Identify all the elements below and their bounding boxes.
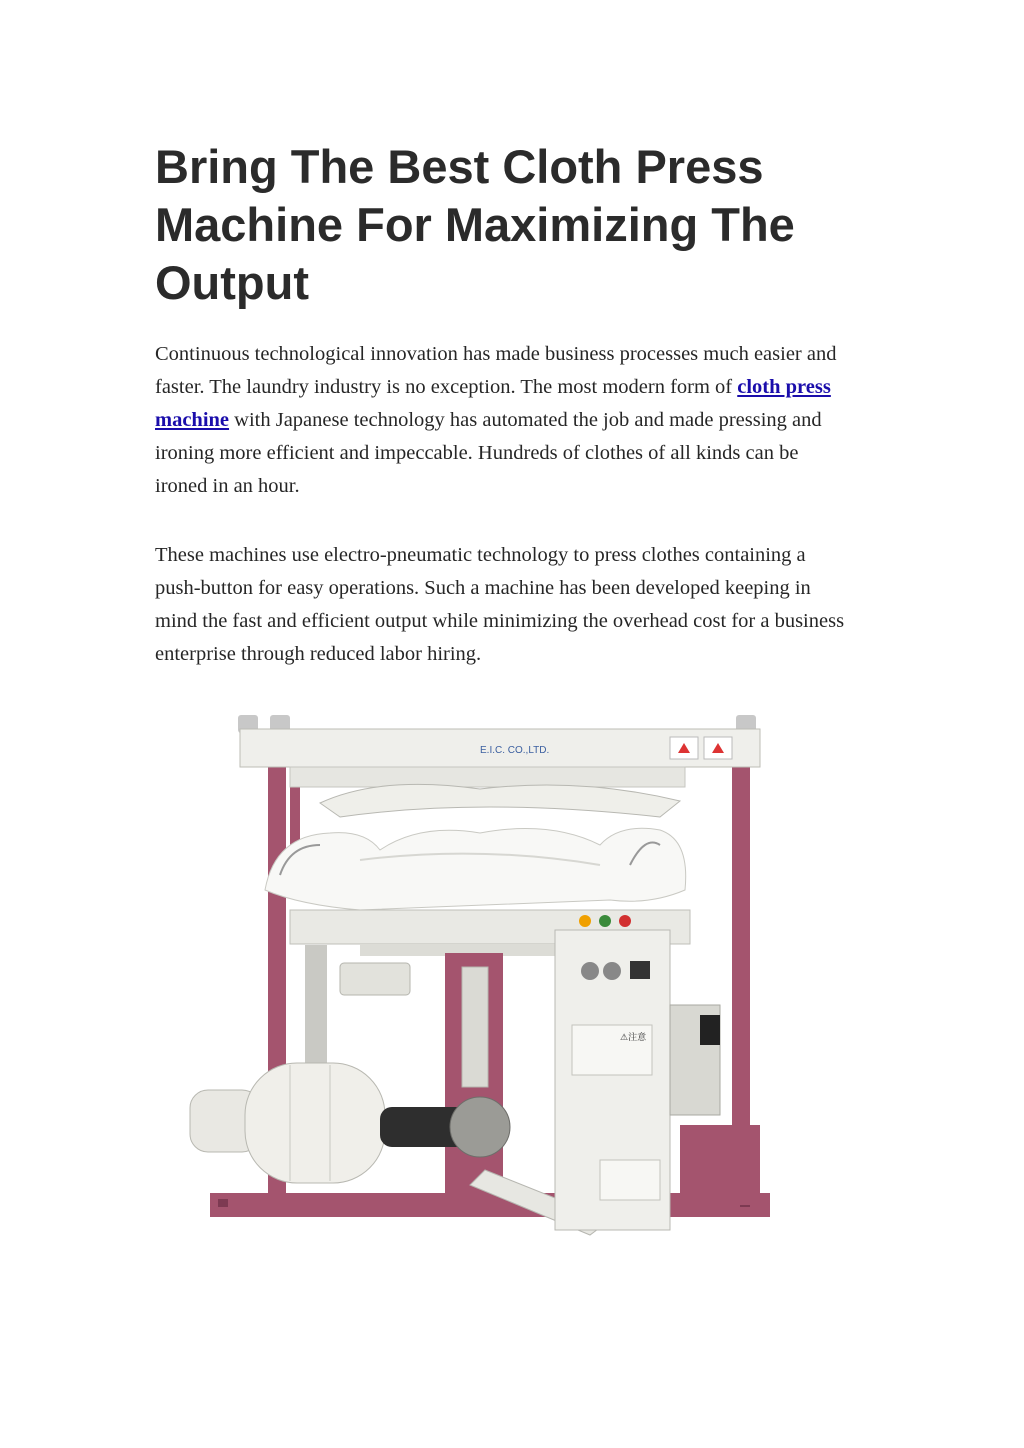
right-post [732, 765, 750, 1205]
press-head [320, 784, 680, 817]
cloth-press-machine-image [180, 705, 780, 1275]
article-title: Bring The Best Cloth Press Machine For Maximizing The Output [155, 140, 795, 309]
machine-illustration [180, 705, 780, 1275]
cloth-press-machine-link[interactable]: cloth press machine [155, 376, 831, 431]
garment-buck [265, 828, 686, 910]
paragraph-intro-text-start: Continuous technological innovation has made business processes much easier and faster. The laundry industry is no exception. The most modern form of [155, 343, 837, 398]
blower [245, 1063, 385, 1183]
paragraph-intro [155, 338, 855, 503]
paragraph-intro-text-end: with Japanese technology has automated the job and made pressing and ironing more efficient and impeccable. Hundreds of clothes of all kinds can be ironed in an hour. [155, 409, 822, 497]
maker-label: E.I.C. CO.,LTD. [480, 745, 550, 756]
caution-label: ⚠注意 [620, 1033, 647, 1043]
paragraph-technology: These machines use electro-pneumatic technology to press clothes containing a push-button for easy operations. Such a machine has been developed keeping in mind the fast and efficient output while minimizing the overhead cost for a business enterprise through reduced labor hiring. [155, 544, 845, 665]
